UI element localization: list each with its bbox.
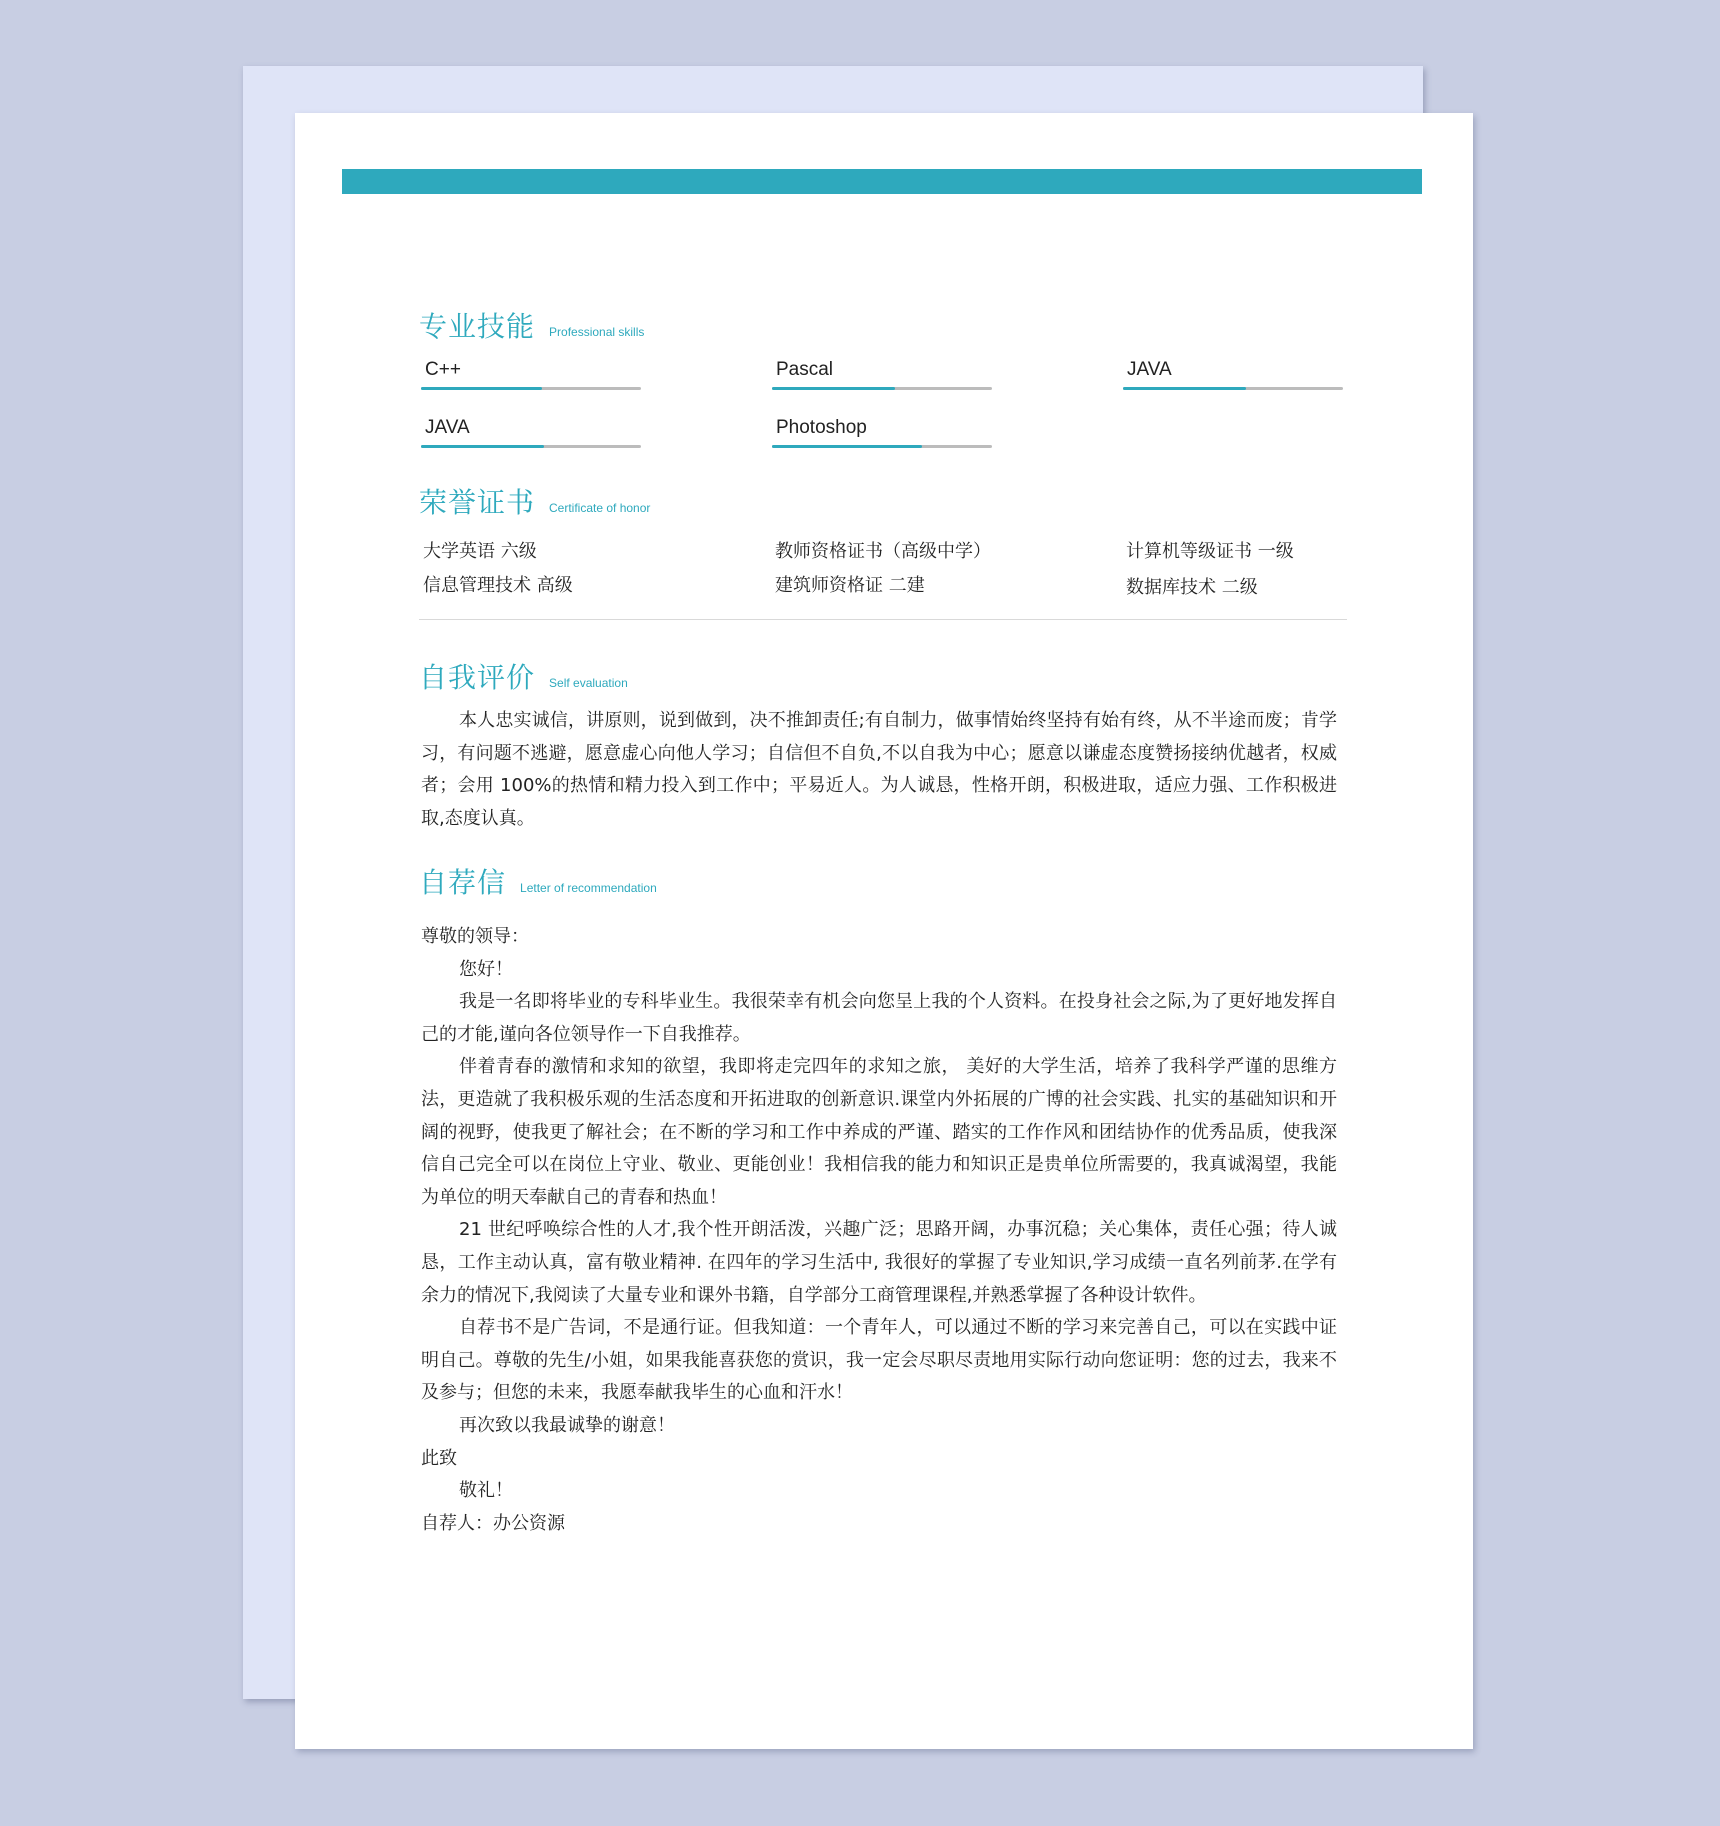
skill-item <box>772 359 992 390</box>
skill-bar-track <box>421 445 641 448</box>
letter-body <box>421 921 1337 1540</box>
letter-paragraph: 自荐书不是广告词，不是通行证。但我知道：一个青年人，可以通过不断的学习来完善自己，可以在实践中证明自己。尊敬的先生/小姐，如果我能喜获您的赏识，我一定会尽职尽责地用实际行动向您证明：您的过去，我来不及参与；但您的未来，我愿奉献我毕生的心血和汗水！ <box>421 1317 1337 1404</box>
self-eval-text: 本人忠实诚信，讲原则，说到做到，决不推卸责任;有自制力，做事情始终坚持有始有终，从不半途而废；肯学习，有问题不逃避，愿意虚心向他人学习；自信但不自负,不以自我为中心；愿意以谦虚态度赞扬接纳优越者，权威者；会用 100%的热情和精力投入到工作中；平易近人。为人诚恳，性格开朗，积极进取，适应力强、工作积极进取,态度认真。 <box>421 710 1337 829</box>
skill-name: JAVA <box>1127 359 1172 380</box>
letter-paragraph: 伴着青春的激情和求知的欲望，我即将走完四年的求知之旅， 美好的大学生活，培养了我科学严谨的思维方法，更造就了我积极乐观的生活态度和开拓进取的创新意识.课堂内外拓展的广博的社会实践、扎实的基础知识和开阔的视野，使我更了解社会；在不断的学习和工作中养成的严谨、踏实的工作作风和团结协作的优秀品质，使我深信自己完全可以在岗位上守业、敬业、更能创业！我相信我的能力和知识正是贵单位所需要的，我真诚渴望，我能为单位的明天奉献自己的青春和热血！ <box>421 1056 1337 1208</box>
skill-name: Pascal <box>776 359 834 380</box>
self-eval-subtitle: Self evaluation <box>549 676 628 690</box>
skill-item <box>1123 359 1343 390</box>
section-divider <box>419 619 1347 620</box>
skills-title: 专业技能 <box>419 310 536 343</box>
resume-page <box>295 113 1473 1749</box>
letter-thanks: 再次致以我最诚挚的谢意！ <box>459 1414 675 1436</box>
skill-name: JAVA <box>425 417 470 438</box>
self-eval-title: 自我评价 <box>419 661 536 694</box>
skill-item <box>421 359 641 390</box>
skill-name: Photoshop <box>776 417 867 438</box>
skill-bar-fill <box>1123 387 1246 390</box>
certificate-item: 数据库技术 二级 <box>1126 577 1258 598</box>
skill-bar-fill <box>772 445 922 448</box>
letter-paragraph: 21 世纪呼唤综合性的人才,我个性开朗活泼，兴趣广泛；思路开阔，办事沉稳；关心集体，责任心强；待人诚恳，工作主动认真，富有敬业精神. 在四年的学习生活中, 我很好的掌握了专业知识,学习成绩一直名列前茅.在学有余力的情况下,我阅读了大量专业和课外书籍，自学部分工商管理课程,并熟悉掌握了各种设计软件。 <box>421 1219 1337 1306</box>
certificate-item: 教师资格证书（高级中学） <box>775 541 991 562</box>
certificate-item: 建筑师资格证 二建 <box>775 575 925 596</box>
skill-name: C++ <box>425 359 461 380</box>
letter-greeting: 您好！ <box>459 958 513 980</box>
letter-closing: 此致 <box>421 1447 457 1469</box>
self-eval-section-header <box>419 656 628 696</box>
skill-bar-track <box>421 387 641 390</box>
skill-bar-fill <box>772 387 895 390</box>
skill-item <box>421 417 641 448</box>
honors-section-header <box>419 481 650 521</box>
letter-signature: 自荐人：办公资源 <box>421 1512 565 1534</box>
header-accent-bar <box>342 169 1422 194</box>
letter-section-header <box>419 861 657 901</box>
letter-paragraph: 我是一名即将毕业的专科毕业生。我很荣幸有机会向您呈上我的个人资料。在投身社会之际,为了更好地发挥自己的才能,谨向各位领导作一下自我推荐。 <box>421 991 1337 1045</box>
honors-subtitle: Certificate of honor <box>549 501 651 515</box>
skills-subtitle: Professional skills <box>549 325 645 339</box>
skill-bar-track <box>1123 387 1343 390</box>
skill-bar-track <box>772 387 992 390</box>
skills-section-header <box>419 305 644 345</box>
skill-bar-fill <box>421 445 544 448</box>
letter-salute: 敬礼！ <box>459 1480 513 1502</box>
letter-salutation: 尊敬的领导： <box>421 926 529 947</box>
letter-subtitle: Letter of recommendation <box>520 881 657 895</box>
certificate-item: 大学英语 六级 <box>423 541 537 562</box>
honors-title: 荣誉证书 <box>419 486 536 519</box>
skill-bar-fill <box>421 387 542 390</box>
certificate-item: 计算机等级证书 一级 <box>1126 541 1294 562</box>
letter-title: 自荐信 <box>419 866 507 899</box>
skill-item <box>772 417 992 448</box>
skill-bar-track <box>772 445 992 448</box>
certificate-item: 信息管理技术 高级 <box>423 575 573 596</box>
